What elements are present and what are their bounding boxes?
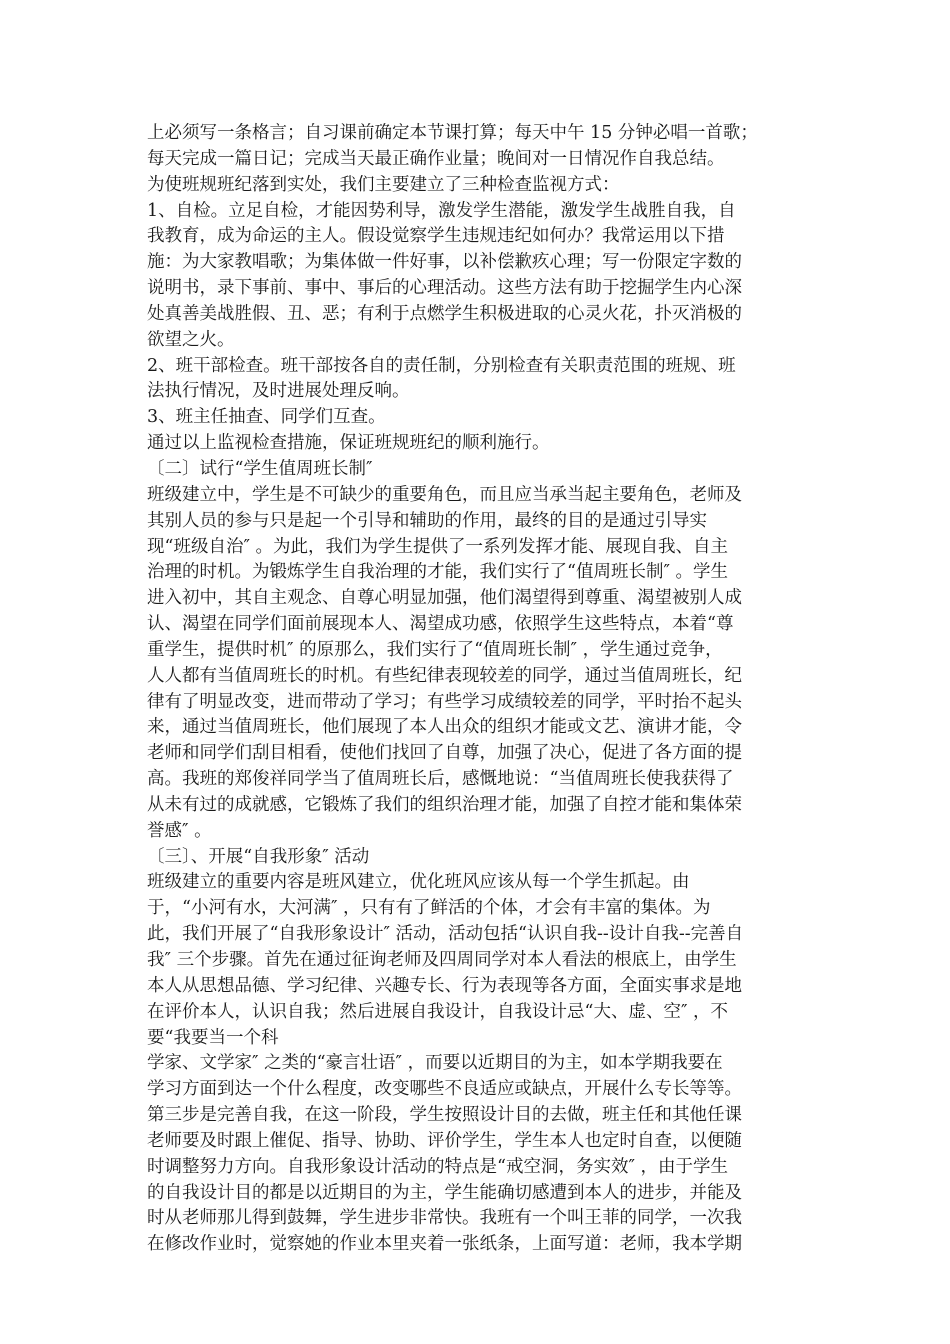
text-line: 本人从思想品德、学习纪律、兴趣专长、行为表现等各方面，全面实事求是地 (147, 975, 742, 996)
text-line: 在修改作业时，觉察她的作业本里夹着一张纸条，上面写道：老师，我本学期 (147, 1234, 742, 1255)
text-line: 高。我班的郑俊祥同学当了值周班长后，感慨地说：“当值周班长使我获得了 (147, 769, 734, 790)
text-line: 第三步是完善自我，在这一阶段，学生按照设计目的去做，班主任和其他任课 (147, 1105, 742, 1126)
text-line: 重学生，提供时机″ 的原那么，我们实行了“值周班长制″ ，学生通过竞争， (147, 639, 723, 660)
text-line: 施：为大家教唱歌；为集体做一件好事，以补偿歉疚心理；写一份限定字数的 (147, 252, 742, 273)
text-line: 时调整努力方向。自我形象设计活动的特点是“戒空洞，务实效″ ，由于学生 (147, 1156, 729, 1177)
text-line: 说明书，录下事前、事中、事后的心理活动。这些方法有助于挖掘学生内心深 (147, 278, 742, 299)
text-line: 此，我们开展了“自我形象设计″ 活动，活动包括“认识自我--设计自我--完善自 (147, 924, 744, 945)
text-line: 律有了明显改变，进而带动了学习；有些学习成绩较差的同学，平时抬不起头 (147, 691, 742, 712)
text-line: 来，通过当值周班长，他们展现了本人出众的组织才能或文艺、演讲才能，令 (147, 717, 742, 738)
text-line: 班级建立的重要内容是班风建立，优化班风应该从每一个学生抓起。由 (147, 872, 690, 893)
text-line: 法执行情况，及时进展处理反响。 (147, 381, 410, 402)
text-line: 认、渴望在同学们面前展现本人、渴望成功感，依照学生这些特点，本着“尊 (147, 614, 734, 635)
text-line: 在评价本人，认识自我；然后进展自我设计，自我设计忌“大、虚、空″ ，不 (147, 1001, 729, 1022)
text-line: 我教育，成为命运的主人。假设觉察学生违规违纪如何办？我常运用以下措 (147, 226, 725, 247)
text-line: 为使班规班纪落到实处，我们主要建立了三种检查监视方式： (147, 174, 620, 195)
text-line: 欲望之火。 (147, 329, 235, 350)
text-line: 誉感″ 。 (147, 820, 212, 841)
text-line: 我″ 三个步骤。首先在通过征询老师及四周同学对本人看法的根底上，由学生 (147, 950, 737, 970)
text-line: 要“我要当一个科 (147, 1027, 279, 1048)
text-line: 治理的时机。为锻炼学生自我治理的才能，我们实行了“值周班长制″ 。学生 (147, 562, 729, 583)
text-line: 现“班级自治″ 。为此，我们为学生提供了一系列发挥才能、展现自我、自主 (147, 536, 729, 557)
text-line: 通过以上监视检查措施，保证班规班纪的顺利施行。 (147, 433, 550, 454)
text-line: 的自我设计目的都是以近期目的为主，学生能确切感遭到本人的进步，并能及 (147, 1182, 742, 1203)
text-line: 〔三〕、开展“自我形象″ 活动 (147, 846, 370, 867)
text-line: 每天完成一篇日记；完成当天最正确作业量；晚间对一日情况作自我总结。 (147, 148, 725, 169)
text-line: 3、班主任抽查、同学们互查。 (147, 407, 386, 428)
text-line: 从未有过的成就感，它锻炼了我们的组织治理才能，加强了自控才能和集体荣 (147, 794, 742, 815)
text-line: 其别人员的参与只是起一个引导和辅助的作用，最终的目的是通过引导实 (147, 510, 707, 531)
text-line: 〔二〕试行“学生值周班长制″ (147, 458, 373, 479)
text-line: 老师和同学们刮目相看，使他们找回了自尊，加强了决心，促进了各方面的提 (147, 743, 742, 764)
text-line: 于，“小河有水，大河满″ ，只有有了鲜活的个体，才会有丰富的集体。为 (147, 898, 711, 919)
document-body (147, 121, 803, 1258)
text-line: 上必须写一条格言；自习课前确定本节课打算；每天中午 15 分钟必唱一首歌； (147, 123, 758, 143)
text-line: 1、自检。立足自检，才能因势利导，激发学生潜能，激发学生战胜自我，自 (147, 200, 736, 221)
text-line: 进入初中，其自主观念、自尊心明显加强，他们渴望得到尊重、渴望被别人成 (147, 588, 742, 609)
text-line: 老师要及时跟上催促、指导、协助、评价学生，学生本人也定时自查，以便随 (147, 1130, 742, 1151)
text-line: 处真善美战胜假、丑、恶；有利于点燃学生积极进取的心灵火花，扑灭消极的 (147, 303, 742, 324)
text-line: 学习方面到达一个什么程度，改变哪些不良适应或缺点，开展什么专长等等。 (147, 1079, 742, 1100)
text-line: 人人都有当值周班长的时机。有些纪律表现较差的同学，通过当值周班长，纪 (147, 665, 742, 686)
text-line: 班级建立中，学生是不可缺少的重要角色，而且应当承当起主要角色，老师及 (147, 484, 742, 505)
text-line: 时从老师那儿得到鼓舞，学生进步非常快。我班有一个叫王菲的同学，一次我 (147, 1208, 742, 1229)
text-line: 2、班干部检查。班干部按各自的责任制，分别检查有关职责范围的班规、班 (147, 355, 736, 376)
text-line: 学家、文学家″ 之类的“豪言壮语″ ，而要以近期目的为主，如本学期我要在 (147, 1053, 723, 1074)
